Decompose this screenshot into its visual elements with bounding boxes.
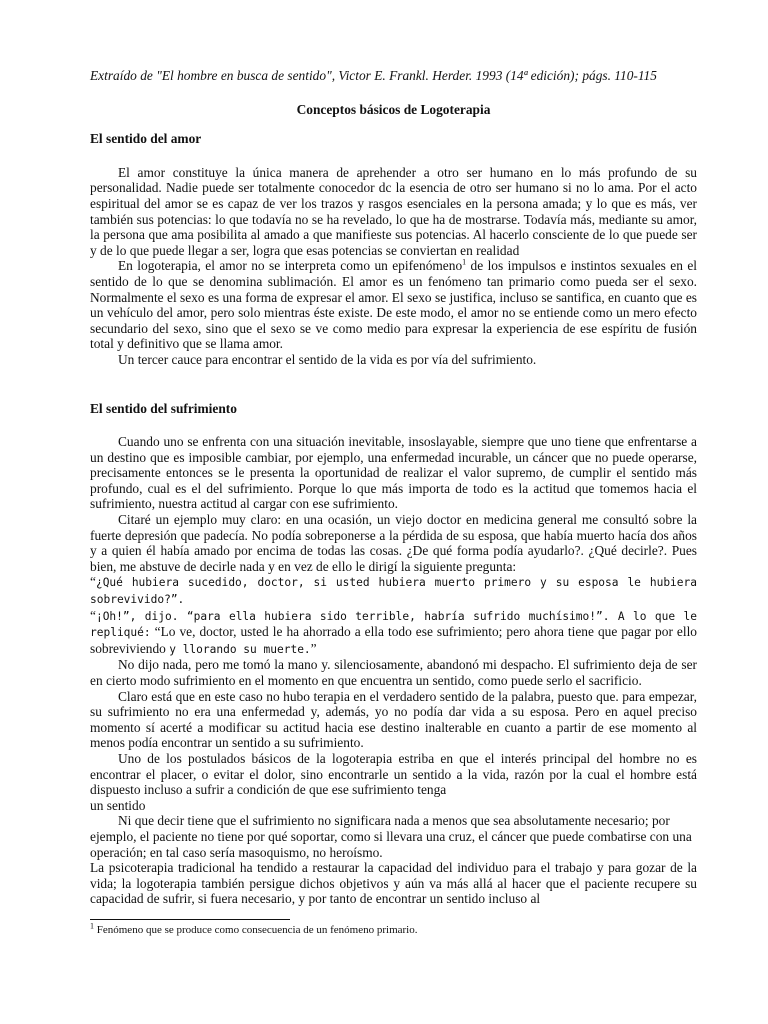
- quote-line: [90, 608, 697, 658]
- document-page: [90, 68, 697, 937]
- quote-text: ¿Qué hubiera sucedido, doctor, si usted hubiera muerto primero y su esposa le hubiera sobrevivido?”.: [90, 576, 697, 607]
- paragraph-text: de los impulsos e instintos sexuales en el sentido de lo que se denomina sublimación. El amor es un fenómeno tan primario como pueda ser el sexo. Normalmente el sexo es una forma de expresar el amor. El sexo se justifica, incluso se santifica, en cuanto que es un vehículo del amor, pero solo mientras éste existe. De este modo, el amor no se entiende como un mero efecto secundario del sexo, sino que el sexo se ve como medio para expresar la experiencia de ese espíritu de fusión total y definitivo que se llama amor.: [90, 258, 697, 352]
- paragraph: Cuando uno se enfrenta con una situación inevitable, insoslayable, siempre que uno tiene que enfrentarse a un destino que es imposible cambiar, por ejemplo, una enfermedad incurable, un cáncer que no puede operarse, precisamente entonces se le presenta la oportunidad de realizar el valor supremo, de cumplir el sentido más profundo, cual es el del sufrimiento. Porque lo que más importa de todo es la actitud que tomemos hacia el sufrimiento, nuestra actitud al cargar con ese sufrimiento.: [90, 434, 697, 512]
- quote-text: ¡Oh!”, dijo. “para ella hubiera sido terrible, habría sufrido muchísimo!”. A lo que le repliqué:: [90, 609, 697, 640]
- paragraph: El amor constituye la única manera de aprehender a otro ser humano en lo más profundo de su personalidad. Nadie puede ser totalmente conocedor dc la esencia de otro ser humano si no lo ama. Por el acto espiritual del amor se es capaz de ver los trazos y rasgos esenciales en la persona amada; y lo que es más, ver también sus potencias: lo que todavía no se ha revelado, lo que ha de mostrarse. Todavía más, mediante su amor, la persona que ama posibilita al amado a que manifieste sus potencias. Al hacerlo consciente de lo que puede ser y de lo que puede llegar a ser, logra que esas potencias se conviertan en realidad: [90, 164, 697, 258]
- section-heading-love: El sentido del amor: [90, 131, 202, 147]
- paragraph: Claro está que en este caso no hubo terapia en el verdadero sentido de la palabra, puesto que. para empezar, su sufrimiento no era una enfermedad y, además, yo no podía dar vida a su esposa. Pero en aquel preciso momento sí acerté a modificar su actitud hacia ese destino inalterable en cuanto a partir de ese momento al menos podía encontrar un sentido a su sufrimiento.: [90, 688, 697, 751]
- quote-mark: ”: [310, 640, 317, 656]
- paragraph-tail: un sentido: [90, 797, 146, 813]
- quote-mark: “: [90, 607, 96, 623]
- footnote-text: Fenómeno que se produce como consecuencia de un fenómeno primario.: [94, 923, 418, 936]
- paragraph: Citaré un ejemplo muy claro: en una ocasión, un viejo doctor en medicina general me consultó sobre la fuerte depresión que padecía. No podía sobreponerse a la pérdida de su esposa, que había muerto hacía dos años y a quien él había amado por encima de todas las cosas. ¿De qué forma podía ayudarlo?. ¿Qué decirle?. Pues bien, me abstuve de decirle nada y en vez de ello le dirigí la siguiente pregunta:: [90, 512, 697, 574]
- footnote: [90, 921, 697, 937]
- paragraph: [90, 258, 697, 352]
- section-heading-suffering: El sentido del sufrimiento: [90, 400, 237, 416]
- quote-text: “Lo ve, doctor, usted le ha ahorrado a ella todo ese sufrimiento; pero ahora tiene que pagar por ello sobreviviendo: [90, 624, 697, 656]
- paragraph: Un tercer cauce para encontrar el sentido de la vida es por vía del sufrimiento.: [118, 351, 537, 367]
- source-citation: Extraído de "El hombre en busca de sentido", Victor E. Frankl. Herder. 1993 (14ª edición); págs. 110-115: [90, 68, 657, 83]
- paragraph: No dijo nada, pero me tomó la mano y. silenciosamente, abandonó mi despacho. El sufrimiento deja de ser en cierto modo sufrimiento en el momento en que encuentra un sentido, como puede serlo el sacrificio.: [90, 657, 697, 688]
- quote-line: [90, 574, 697, 607]
- footnote-marker: 1: [90, 921, 94, 931]
- footnote-reference: 1: [462, 257, 467, 267]
- paragraph: La psicoterapia tradicional ha tendido a restaurar la capacidad del individuo para el trabajo y para gozar de la vida; la logoterapia también persigue dichos objetivos y aún va más allá al hacer que el paciente recupere su capacidad de sufrir, si fuera necesario, y por tanto de encontrar un sentido incluso al: [90, 860, 697, 907]
- quote-text: y llorando su muerte.: [169, 642, 311, 656]
- quote-mark: “: [90, 574, 96, 590]
- page-title: Conceptos básicos de Logoterapia: [296, 101, 491, 117]
- paragraph-text: En logoterapia, el amor no se interpreta como un epifenómeno: [118, 258, 463, 274]
- paragraph: Uno de los postulados básicos de la logoterapia estriba en que el interés principal del hombre no es encontrar el placer, o evitar el dolor, sino encontrarle un sentido a la vida, razón por la cual el hombre está dispuesto incluso a sufrir a condición de que ese sufrimiento tenga: [90, 750, 697, 798]
- footnote-divider: [90, 919, 290, 920]
- paragraph: Ni que decir tiene que el sufrimiento no significara nada a menos que sea absolutamente necesario; por ejemplo, el paciente no tiene por qué soportar, como si llevara una cruz, el cáncer que puede combatirse con una operación; en tal caso sería masoquismo, no heroísmo.: [90, 813, 692, 860]
